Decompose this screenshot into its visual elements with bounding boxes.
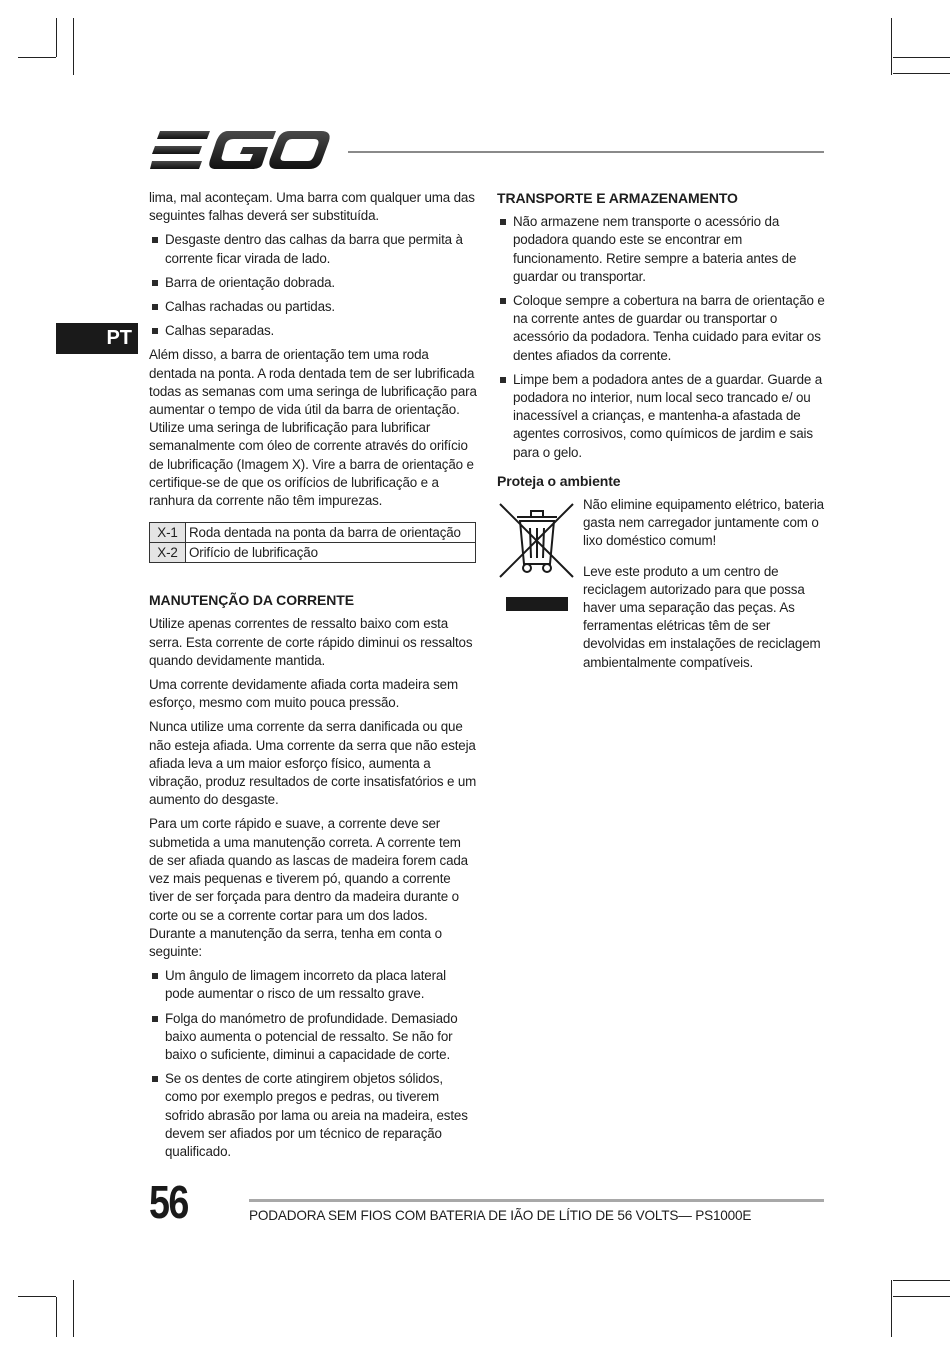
environment-block: [497, 496, 827, 678]
crop-mark: [56, 18, 57, 57]
crop-mark: [73, 18, 74, 75]
right-column: [497, 189, 827, 678]
table-row: [150, 543, 476, 563]
crop-mark: [893, 73, 950, 74]
crop-mark: [73, 1280, 74, 1337]
transport-heading: TRANSPORTE E ARMAZENAMENTO: [497, 190, 738, 206]
paragraph: Uma corrente devidamente afiada corta madeira sem esforço, mesmo com muito pouca pressão.: [149, 677, 458, 711]
table-cell-label: Roda dentada na ponta da barra de orientação: [186, 523, 476, 543]
environment-text: [583, 496, 827, 678]
footer-product-line: PODADORA SEM FIOS COM BATERIA DE IÃO DE LÍTIO DE 56 VOLTS— PS1000E: [249, 1208, 752, 1223]
weee-symbol: [497, 496, 583, 678]
list-item: Desgaste dentro das calhas da barra que permita à corrente ficar virada de lado.: [149, 231, 477, 267]
crop-mark: [893, 57, 950, 58]
paragraph: Leve este produto a um centro de reciclagem autorizado para que possa haver uma separação das peças. As ferramentas elétricas têm de ser devolvidas em instalações de reciclagem ambientalmente compatíveis.: [583, 563, 821, 670]
left-column: [149, 189, 477, 1167]
weee-bar: [506, 597, 568, 611]
table-cell-code: X-2: [150, 543, 186, 563]
crop-mark: [56, 1297, 57, 1337]
chain-maintenance-heading: MANUTENÇÃO DA CORRENTE: [149, 592, 354, 609]
list-item: Se os dentes de corte atingirem objetos sólidos, como por exemplo pregos e pedras, ou tiverem sofrido abrasão por lama ou areia na madeira, estes devem ser afiados por um técnico de reparação qualificado.: [149, 1070, 477, 1161]
transport-list: [497, 213, 827, 462]
reference-table: [149, 522, 476, 563]
footer-rule: [249, 1199, 824, 1202]
crossed-out-wheelie-bin-icon: [497, 500, 577, 580]
list-item: Calhas separadas.: [149, 322, 477, 340]
list-item: Folga do manómetro de profundidade. Demasiado baixo aumenta o potencial de ressalto. Se não for baixo o suficiente, diminui a capacidade de corte.: [149, 1010, 477, 1065]
table-row: [150, 523, 476, 543]
crop-mark: [891, 18, 892, 75]
crop-mark: [893, 1296, 950, 1297]
list-item: Um ângulo de limagem incorreto da placa lateral pode aumentar o risco de um ressalto grave.: [149, 967, 477, 1003]
crop-mark: [891, 1280, 892, 1337]
sprocket-paragraph: Além disso, a barra de orientação tem uma roda dentada na ponta. A roda dentada tem de ser lubrificada todas as semanas com uma seringa de lubrificação para aumentar o tempo de vida útil da barra de orientação. Utilize uma seringa de lubrificação para lubrificar semanalmente com óleo de corrente através do orifício de lubrificação (Imagem X). Vire a barra de orientação e certifique-se de que os orifícios de lubrificação e a ranhura da corrente não têm impurezas.: [149, 347, 477, 509]
crop-mark: [18, 1296, 56, 1297]
chain-points-list: [149, 967, 477, 1161]
table-cell-label: Orifício de lubrificação: [186, 543, 476, 563]
fault-list: [149, 231, 477, 340]
intro-paragraph: lima, mal aconteçam. Uma barra com qualquer uma das seguintes falhas deverá ser substituída.: [149, 190, 475, 224]
crop-mark: [893, 1280, 950, 1281]
crop-mark: [18, 57, 56, 58]
page-number: 56: [149, 1176, 188, 1228]
table-cell-code: X-1: [150, 523, 186, 543]
paragraph: Nunca utilize uma corrente da serra danificada ou que não esteja afiada. Uma corrente da serra que não esteja afiada leva a um maior esforço físico, aumenta a vibração, produz resultados de corte insatisfatórios e um aumento do desgaste.: [149, 719, 477, 808]
paragraph: Utilize apenas correntes de ressalto baixo com esta serra. Esta corrente de corte rápido diminui os ressaltos quando devidamente mantida.: [149, 616, 473, 668]
list-item: Limpe bem a podadora antes de a guardar. Guarde a podadora no interior, num local seco trancado e/ ou inacessível a crianças, e mantenha-a afastada de agentes corrosivos, como químicos de jardim e sais para o gelo.: [497, 371, 827, 462]
paragraph: Não elimine equipamento elétrico, bateria gasta nem carregador juntamente com o lixo doméstico comum!: [583, 497, 824, 549]
list-item: Barra de orientação dobrada.: [149, 274, 477, 292]
paragraph: Para um corte rápido e suave, a corrente deve ser submetida a uma manutenção correta. A corrente tem de ser afiada quando as lascas de madeira forem cada vez mais pequenas e tiverem pó, quando a corrente tiver de ser forçada para dentro da madeira durante o corte ou se a corrente cortar para um dos lados. Durante a manutenção da serra, tenha em conta o seguinte:: [149, 816, 468, 959]
list-item: Coloque sempre a cobertura na barra de orientação e na corrente antes de guardar ou transportar o acessório da podadora. Tenha cuidado para evitar os dentes afiados da corrente.: [497, 292, 827, 365]
ego-logo: [150, 128, 332, 172]
language-tab: PT: [56, 323, 138, 354]
list-item: Não armazene nem transporte o acessório da podadora quando este se encontrar em funcionamento. Retire sempre a bateria antes de guardar ou transportar.: [497, 213, 827, 286]
environment-heading: Proteja o ambiente: [497, 472, 621, 489]
list-item: Calhas rachadas ou partidas.: [149, 298, 477, 316]
header-rule: [348, 151, 824, 153]
